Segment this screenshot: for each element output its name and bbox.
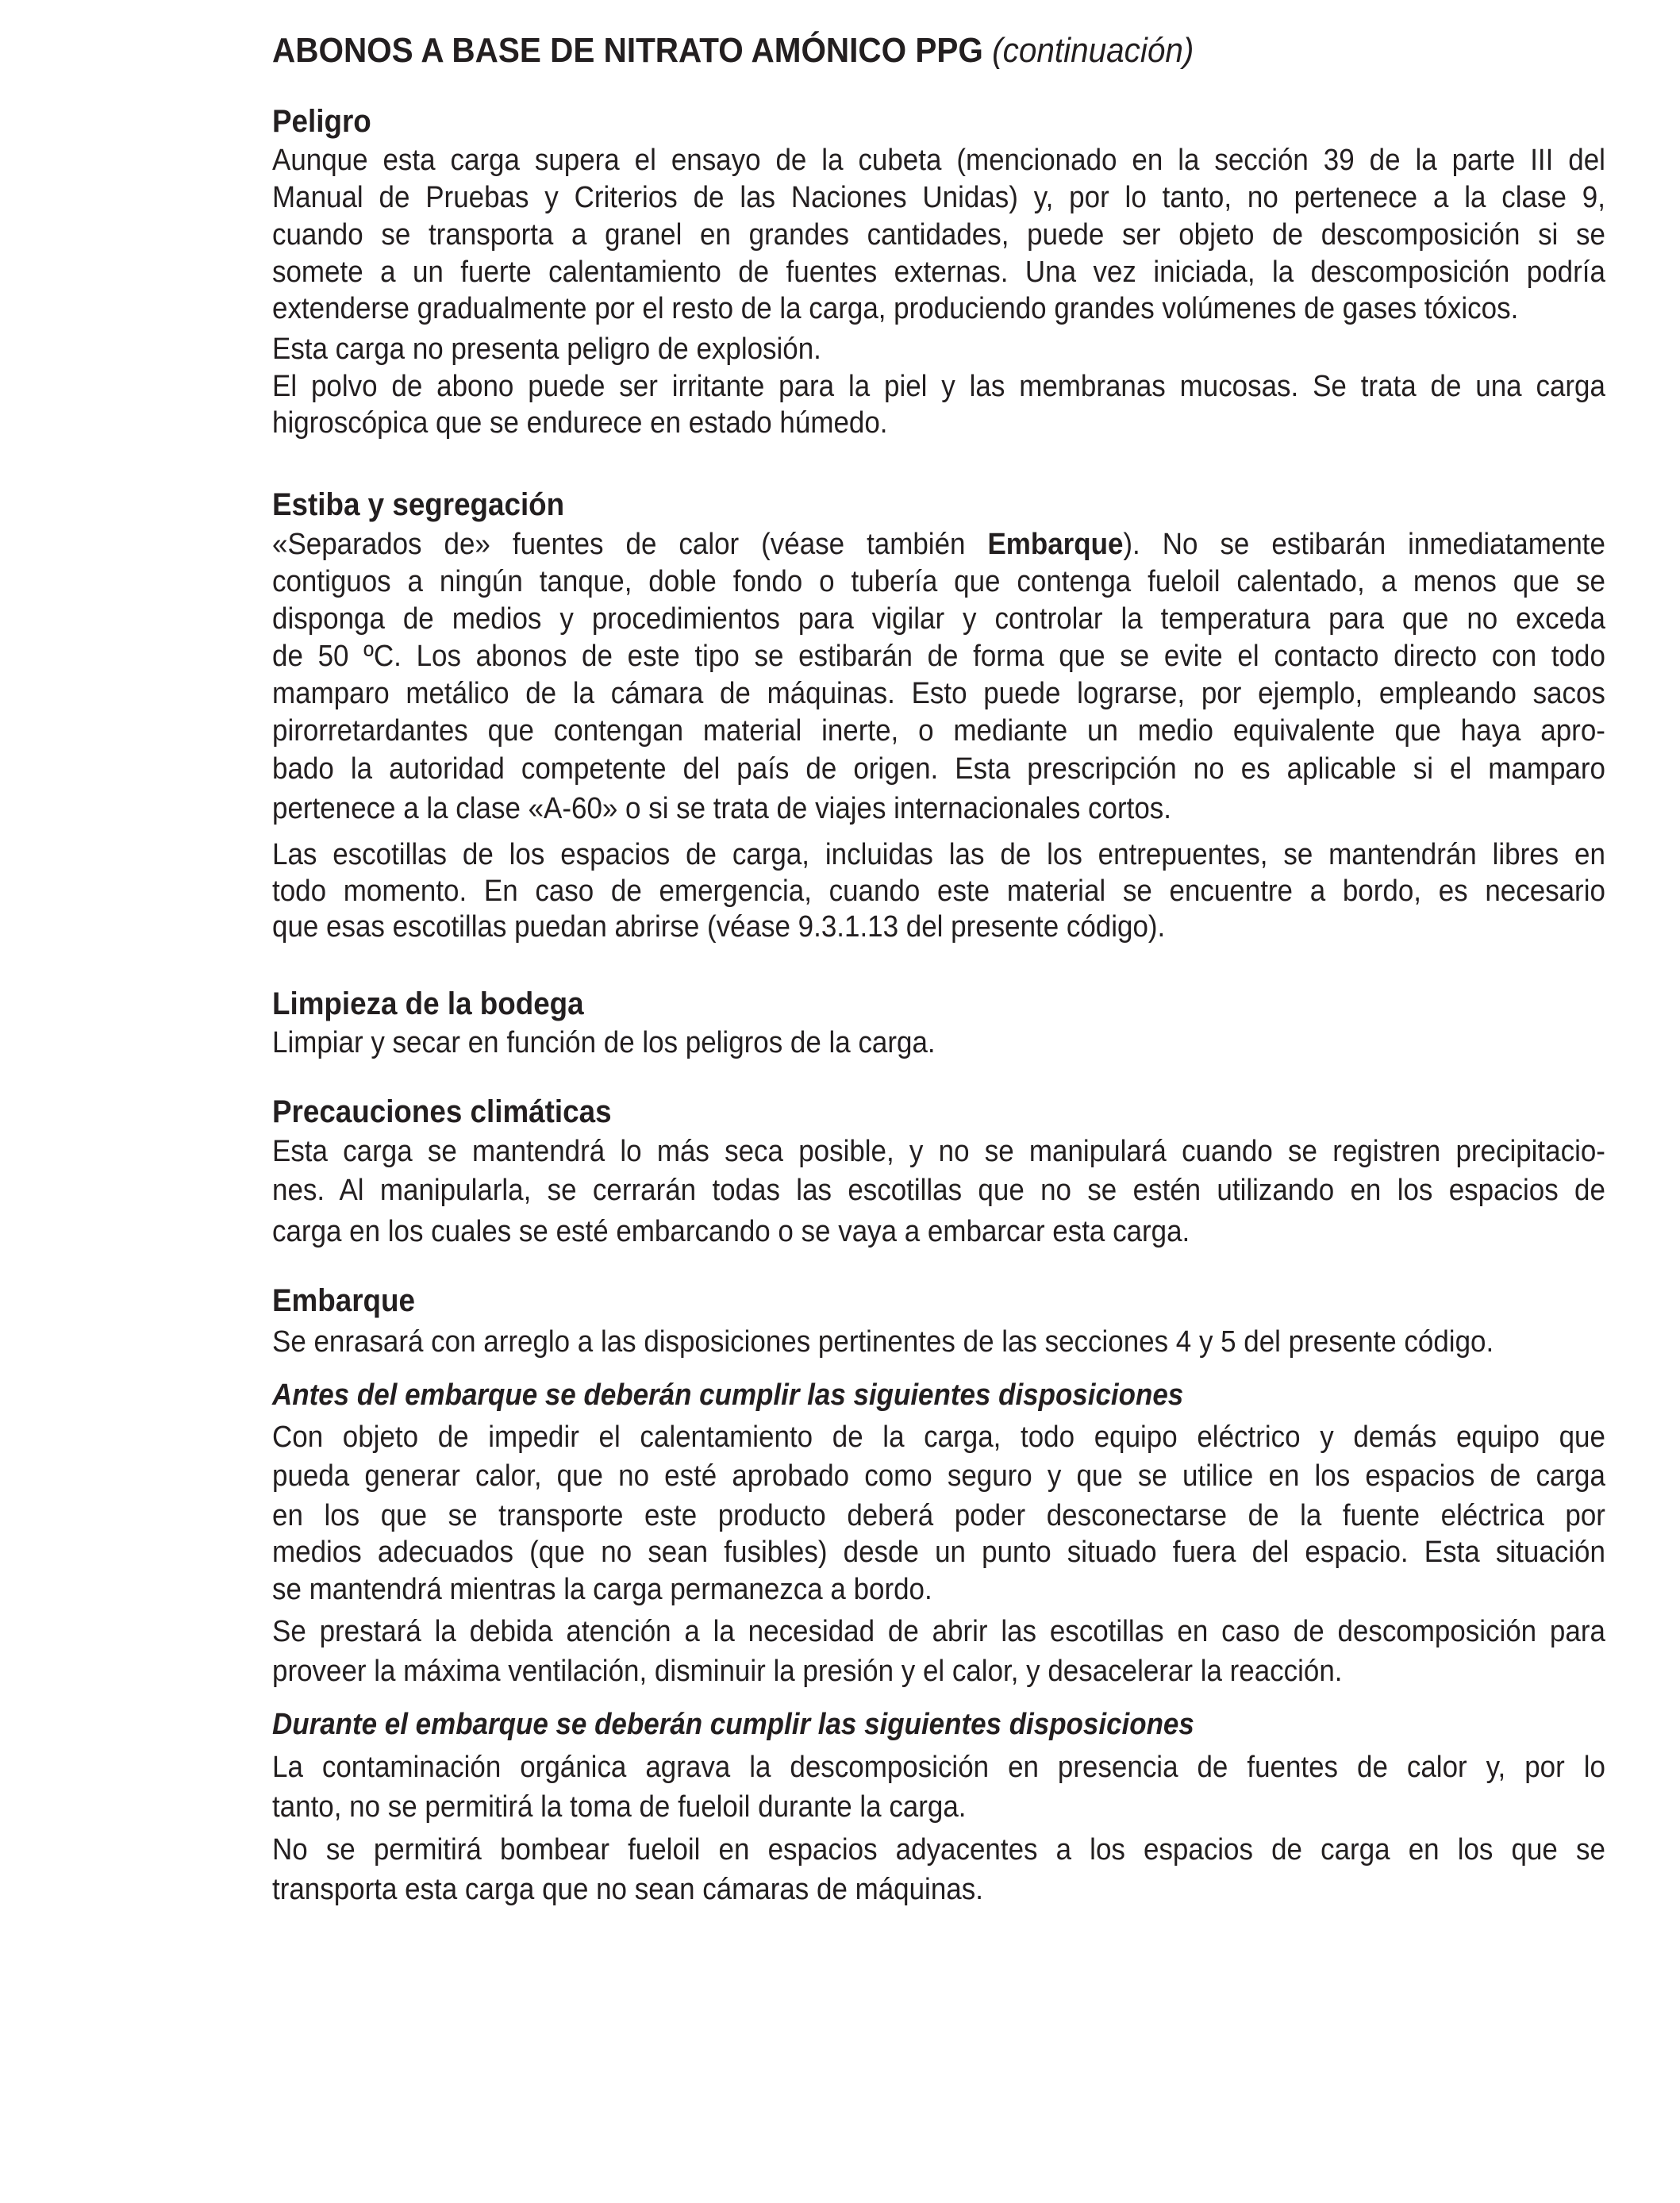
paragraph-line: cuando se transporta a granel en grandes cantidades, puede ser objeto de descomposición si se <box>272 218 1605 252</box>
subsection-heading-durante: Durante el embarque se deberán cumplir las siguientes disposiciones <box>272 1708 1194 1741</box>
paragraph-line: Se prestará la debida atención a la necesidad de abrir las escotillas en caso de descomposición para <box>272 1615 1605 1648</box>
paragraph-line: extenderse gradualmente por el resto de la carga, produciendo grandes volúmenes de gases tóxicos. <box>272 292 1519 325</box>
paragraph-line: Limpiar y secar en función de los peligros de la carga. <box>272 1026 936 1059</box>
paragraph-line: Aunque esta carga supera el ensayo de la cubeta (mencionado en la sección 39 de la parte III del <box>272 144 1605 177</box>
paragraph-line: pirorretardantes que contengan material inerte, o mediante un medio equivalente que haya apro- <box>272 714 1605 748</box>
paragraph-line: pueda generar calor, que no esté aprobado como seguro y que se utilice en los espacios de carga <box>272 1459 1605 1493</box>
section-heading-estiba: Estiba y segregación <box>272 487 565 522</box>
paragraph-line: mamparo metálico de la cámara de máquinas. Esto puede lograrse, por ejemplo, empleando sacos <box>272 677 1605 710</box>
page-title <box>272 31 1605 70</box>
paragraph-line: proveer la máxima ventilación, disminuir la presión y el calor, y desacelerar la reacción. <box>272 1655 1343 1688</box>
paragraph-line: disponga de medios y procedimientos para vigilar y controlar la temperatura para que no exceda <box>272 602 1605 636</box>
paragraph-line: de 50 ºC. Los abonos de este tipo se estibarán de forma que se evite el contacto directo con todo <box>272 640 1605 673</box>
paragraph-line: contiguos a ningún tanque, doble fondo o tubería que contenga fueloil calentado, a menos que se <box>272 565 1605 598</box>
paragraph-line: El polvo de abono puede ser irritante para la piel y las membranas mucosas. Se trata de una carga <box>272 370 1605 403</box>
section-heading-limpieza: Limpieza de la bodega <box>272 986 584 1021</box>
paragraph-line: Manual de Pruebas y Criterios de las Naciones Unidas) y, por lo tanto, no pertenece a la clase 9, <box>272 181 1605 214</box>
paragraph-line: bado la autoridad competente del país de origen. Esta prescripción no es aplicable si el mamparo <box>272 752 1605 786</box>
paragraph-line <box>272 529 1605 561</box>
section-heading-peligro: Peligro <box>272 104 371 139</box>
title-suffix: (continuación) <box>992 31 1194 70</box>
paragraph-line: medios adecuados (que no sean fusibles) desde un punto situado fuera del espacio. Esta situación <box>272 1536 1605 1569</box>
cross-reference-embarque: Embarque <box>987 528 1124 561</box>
paragraph-line: La contaminación orgánica agrava la descomposición en presencia de fuentes de calor y, por lo <box>272 1751 1605 1784</box>
paragraph-line: que esas escotillas puedan abrirse (véase 9.3.1.13 del presente código). <box>272 910 1166 944</box>
title-main: ABONOS A BASE DE NITRATO AMÓNICO PPG <box>272 31 983 70</box>
paragraph-line: tanto, no se permitirá la toma de fueloil durante la carga. <box>272 1790 967 1824</box>
paragraph-line: transporta esta carga que no sean cámaras de máquinas. <box>272 1873 983 1906</box>
text-run: ). No se estibarán inmediatamente <box>1123 528 1605 561</box>
section-heading-embarque: Embarque <box>272 1283 415 1318</box>
paragraph-line: pertenece a la clase «A-60» o si se trata de viajes internacionales cortos. <box>272 792 1171 825</box>
paragraph-line: en los que se transporte este producto deberá poder desconectarse de la fuente eléctrica por <box>272 1499 1605 1532</box>
paragraph-line: Esta carga no presenta peligro de explosión. <box>272 333 821 366</box>
paragraph-line: No se permitirá bombear fueloil en espacios adyacentes a los espacios de carga en los que se <box>272 1833 1605 1867</box>
paragraph-line: nes. Al manipularla, se cerrarán todas las escotillas que no se estén utilizando en los espacios de <box>272 1174 1605 1207</box>
paragraph-line: Con objeto de impedir el calentamiento de la carga, todo equipo eléctrico y demás equipo que <box>272 1421 1605 1454</box>
subsection-heading-antes: Antes del embarque se deberán cumplir las siguientes disposiciones <box>272 1378 1184 1412</box>
section-heading-precauciones: Precauciones climáticas <box>272 1094 612 1129</box>
paragraph-line: somete a un fuerte calentamiento de fuentes externas. Una vez iniciada, la descomposición podría <box>272 256 1605 289</box>
paragraph-line: Esta carga se mantendrá lo más seca posible, y no se manipulará cuando se registren precipitacio- <box>272 1135 1605 1168</box>
paragraph-line: higroscópica que se endurece en estado húmedo. <box>272 406 888 440</box>
paragraph-line: todo momento. En caso de emergencia, cuando este material se encuentre a bordo, es necesario <box>272 875 1605 908</box>
paragraph-line: se mantendrá mientras la carga permanezca a bordo. <box>272 1573 932 1606</box>
text-run: «Separados de» fuentes de calor (véase también <box>272 528 988 561</box>
paragraph-line: Se enrasará con arreglo a las disposiciones pertinentes de las secciones 4 y 5 del presente código. <box>272 1325 1494 1359</box>
paragraph-line: carga en los cuales se esté embarcando o se vaya a embarcar esta carga. <box>272 1215 1190 1248</box>
paragraph-line: Las escotillas de los espacios de carga, incluidas las de los entrepuentes, se mantendrán libres en <box>272 838 1605 871</box>
